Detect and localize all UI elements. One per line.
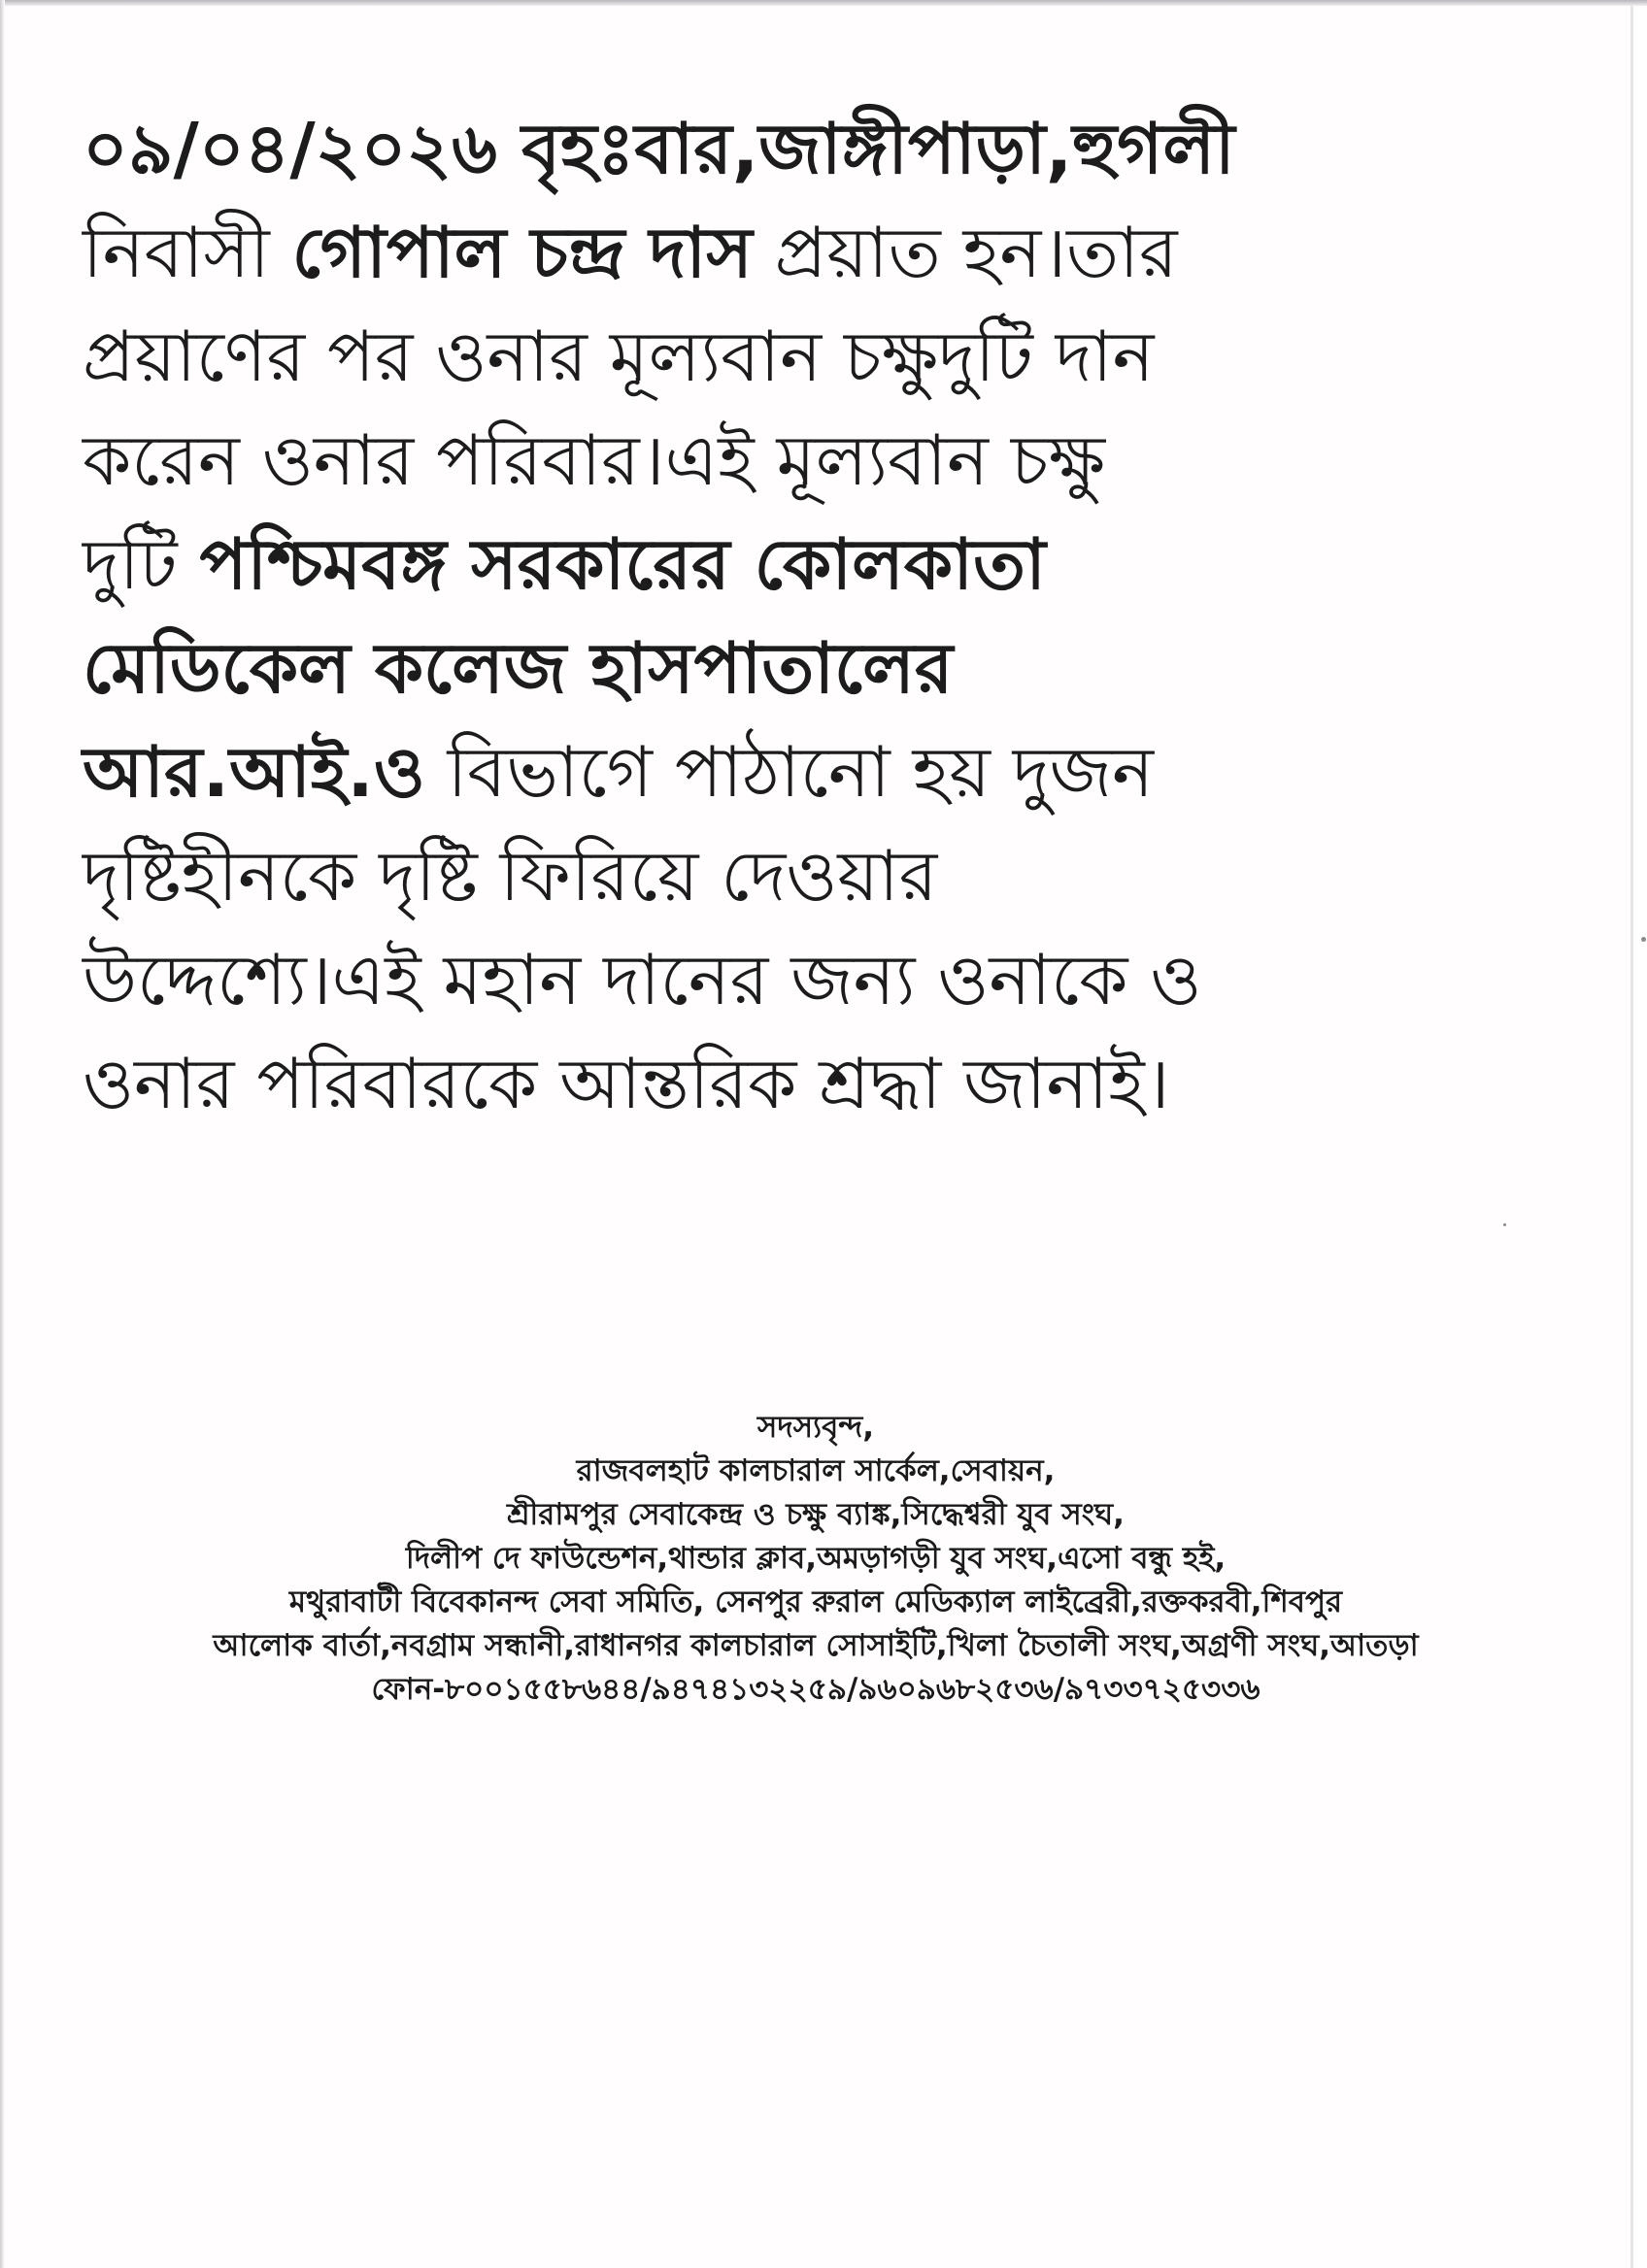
notice-text: প্রয়াণের পর ওনার মূল্যবান চক্ষুদুটি দান [83, 316, 1155, 397]
notice-text: দৃষ্টিহীনকে দৃষ্টি ফিরিয়ে দেওয়ার [83, 835, 938, 917]
notice-line [83, 305, 1597, 409]
notice-line [83, 720, 1597, 824]
notice-text: করেন ওনার পরিবার।এই মূল্যবান চক্ষু [83, 419, 1106, 501]
notice-text: বিভাগে পাঠানো হয় দুজন [424, 731, 1154, 813]
institution-text: মেডিকেল কলেজ হাসপাতালের [83, 627, 954, 709]
institution-text: পশ্চিমবঙ্গ সরকারের কোলকাতা [199, 523, 1046, 605]
organization-list-line: মথুরাবাটী বিবেকানন্দ সেবা সমিতি, সেনপুর রুরাল মেডিক্যাল লাইব্রেরী,রক্তকরবী,শিবপুর [288, 1584, 1343, 1619]
department-text: আর.আই.ও [83, 731, 425, 813]
notice-line [83, 1032, 1597, 1136]
members-heading: সদস্যবৃন্দ, [756, 1410, 875, 1445]
notice-text: প্রয়াত হন।তার [752, 212, 1178, 293]
scan-speck [1641, 937, 1646, 942]
notice-text: নিবাসী [83, 212, 292, 293]
scan-top-edge [0, 0, 1647, 6]
notice-line [83, 513, 1597, 617]
notice-line [83, 201, 1597, 305]
notice-line [83, 409, 1597, 513]
notice-line [83, 617, 1597, 720]
organization-list-line: রাজবলহাট কালচারাল সার্কেল,সেবায়ন, [576, 1453, 1056, 1488]
notice-text: দুটি [83, 523, 200, 605]
notice-line [83, 824, 1597, 928]
condolence-notice [83, 97, 1597, 1136]
notice-text: উদ্দেশ্যে।এই মহান দানের জন্য ওনাকে ও [83, 939, 1202, 1020]
notice-line [83, 928, 1597, 1032]
scan-left-edge [0, 0, 5, 2268]
members-footer [68, 1406, 1563, 1712]
organization-list-line: দিলীপ দে ফাউন্ডেশন,থান্ডার ক্লাব,অমড়াগড়ী যুব সংঘ,এসো বন্ধু হই, [405, 1541, 1227, 1576]
notice-line [83, 97, 1597, 201]
organization-list-line: আলোক বার্তা,নবগ্রাম সন্ধানী,রাধানগর কালচারাল সোসাইটি,খিলা চৈতালী সংঘ,অগ্রণী সংঘ,আতড়া [213, 1628, 1419, 1663]
deceased-name: গোপাল চন্দ্র দাস [291, 212, 753, 293]
scan-speck [1503, 1223, 1506, 1226]
date-and-place: ০৯/০৪/২০২৬ বৃহঃবার,জাঙ্গীপাড়া,হুগলী [83, 108, 1235, 189]
organization-list-line: শ্রীরামপুর সেবাকেন্দ্র ও চক্ষু ব্যাঙ্ক,সিদ্ধেশ্বরী যুব সংঘ, [507, 1497, 1125, 1532]
phone-numbers: ফোন-৮০০১৫৫৮৬৪৪/৯৪৭৪১৩২২৫৯/৯৬০৯৬৮২৫৩৬/৯৭৩৩৭২৫৩৩৬ [371, 1672, 1260, 1707]
notice-text: ওনার পরিবারকে আন্তরিক শ্রদ্ধা জানাই। [83, 1043, 1170, 1124]
